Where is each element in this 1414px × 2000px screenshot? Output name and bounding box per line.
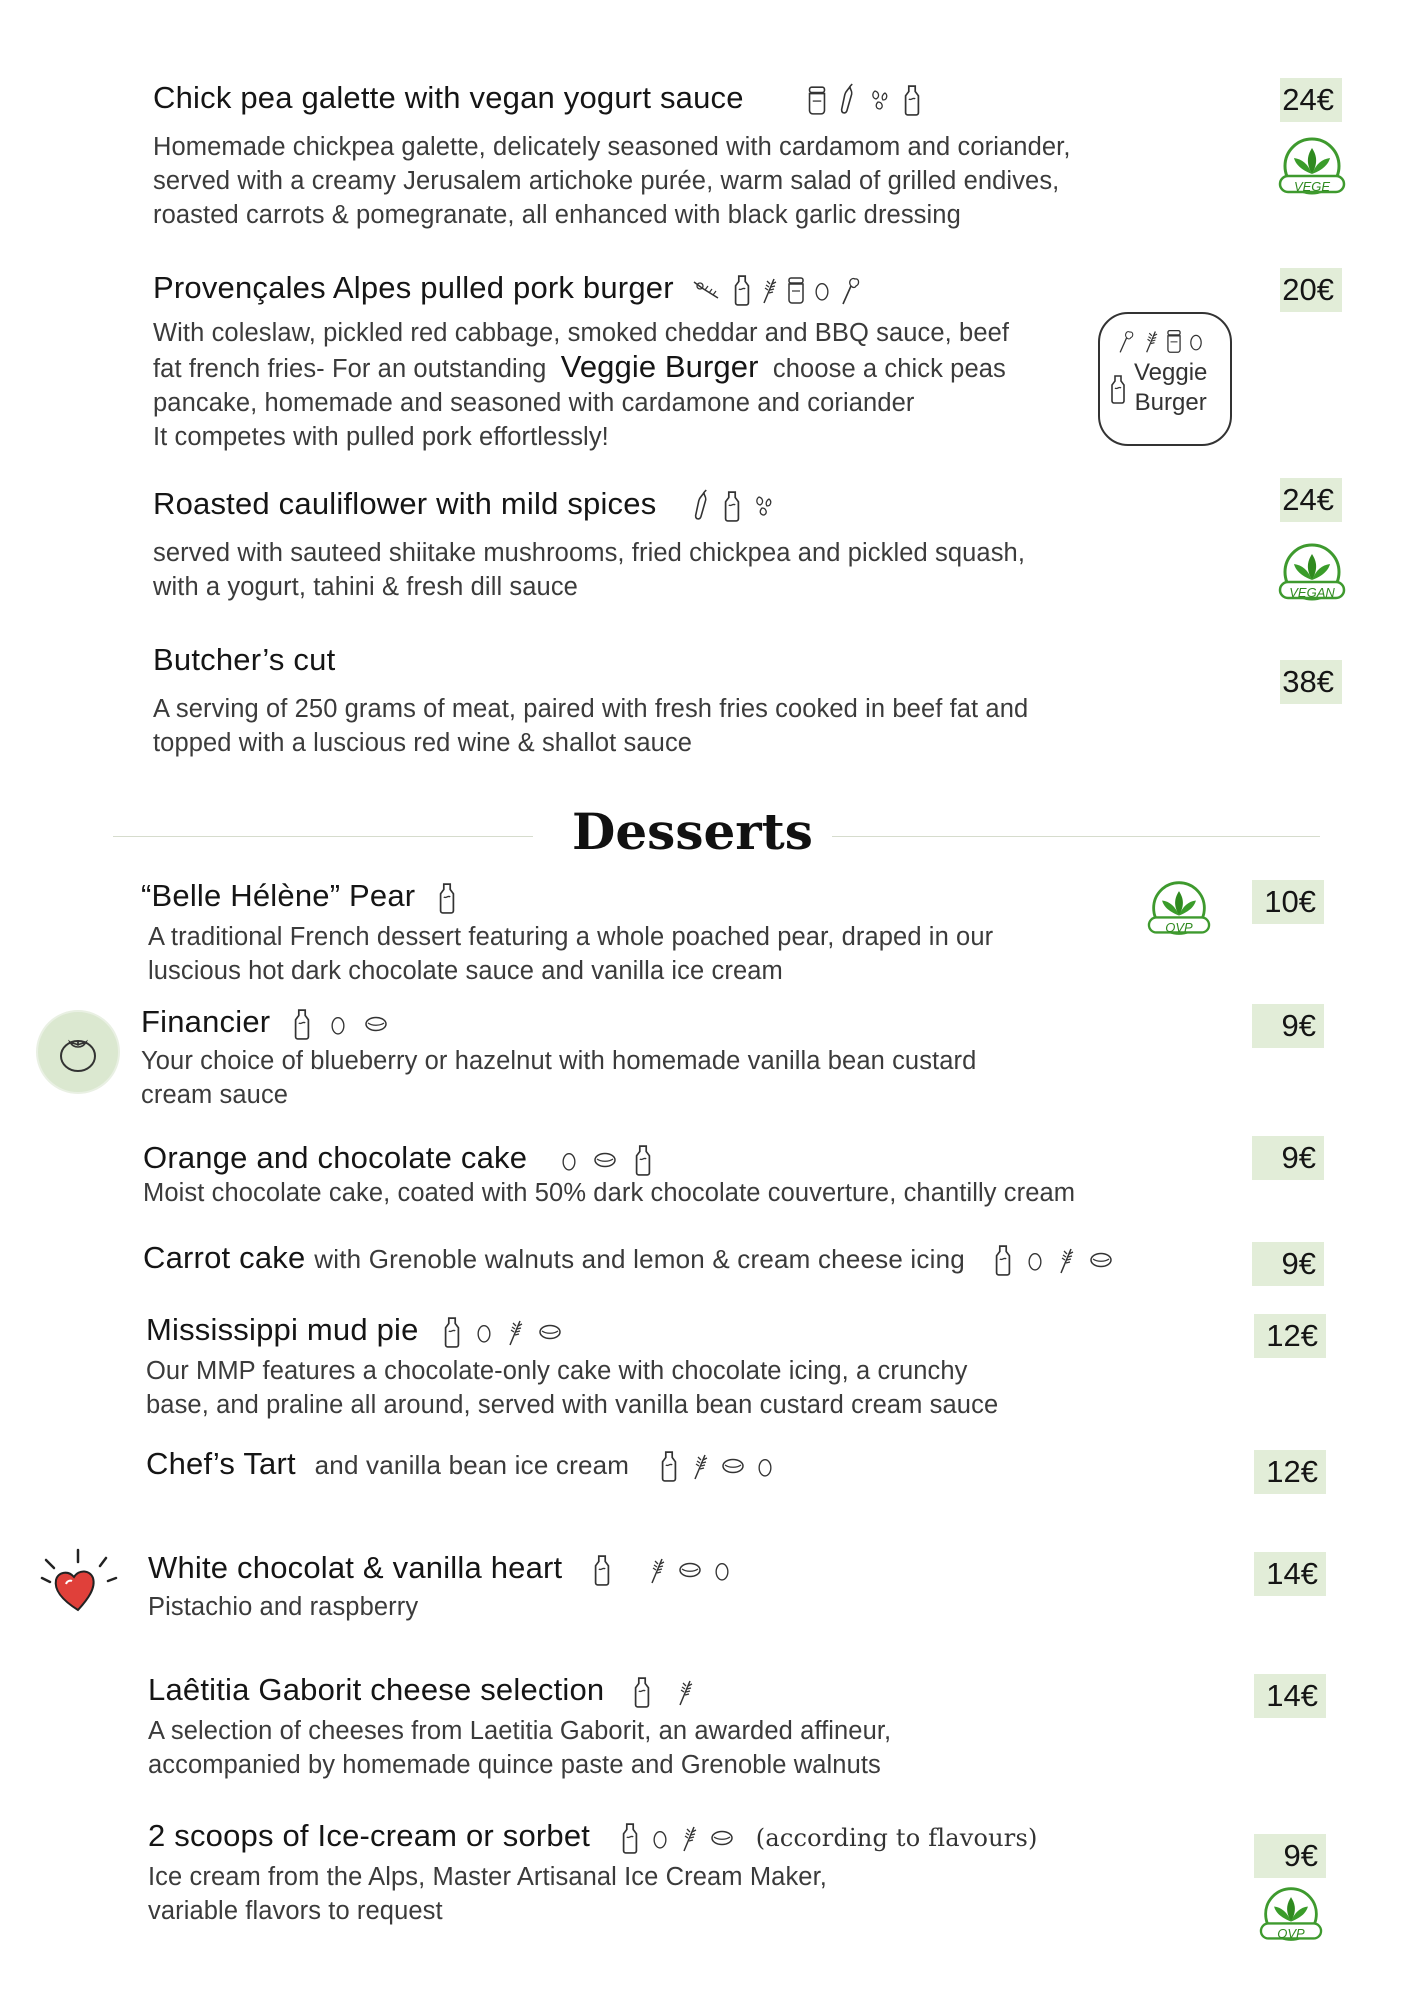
allergen-icons xyxy=(631,1676,695,1708)
wheat-icon xyxy=(679,1823,699,1853)
dessert-desc-pear: A traditional French dessert featuring a whole poached pear, draped in our luscious hot dark chocolate sauce and vanilla ice cream xyxy=(148,923,994,985)
allergen-icons xyxy=(805,83,923,117)
allergen-icons xyxy=(436,882,458,914)
allergen-icons xyxy=(441,1316,563,1348)
ovp-badge: OVP xyxy=(1142,878,1216,940)
dish-desc-chickpea: Homemade chickpea galette, delicately seasoned with cardamom and coriander, served with a creamy Jerusalem artichoke purée, warm salad of grilled endives, roasted carrots & pomegranate, all enhanced with black garlic dressing xyxy=(153,133,1071,229)
dish-title-butcher: Butcher’s cut xyxy=(153,642,336,677)
dessert-desc-cheese: A selection of cheeses from Laetitia Gaborit, an awarded affineur, accompanied by homemade quince paste and Grenoble walnuts xyxy=(148,1717,892,1779)
pepper-icon xyxy=(691,489,713,523)
milk-bottle-icon xyxy=(731,274,753,306)
nut-icon xyxy=(537,1322,563,1342)
seeds-icon xyxy=(751,493,777,519)
vege-badge: VEGE xyxy=(1272,134,1352,200)
wheat-icon xyxy=(505,1317,525,1347)
veggie-box-line2: Burger xyxy=(1134,389,1207,416)
dessert-inline-carrot-cake: with Grenoble walnuts and lemon & cream cheese icing xyxy=(314,1244,965,1274)
nut-icon xyxy=(363,1014,389,1034)
egg-icon xyxy=(651,1824,669,1852)
price-orange-cake: 9€ xyxy=(1252,1136,1324,1180)
ovp-badge: OVP xyxy=(1254,1884,1328,1946)
celery-icon xyxy=(837,274,861,306)
allergen-icons xyxy=(560,1144,654,1176)
nut-icon xyxy=(709,1828,735,1848)
price-chickpea: 24€ xyxy=(1280,78,1342,122)
egg-icon xyxy=(813,276,831,304)
dessert-title-carrot-cake: Carrot cake with Grenoble walnuts and lemon & cream cheese icing xyxy=(143,1240,1114,1276)
dish-title-chickpea: Chick pea galette with vegan yogurt sauce xyxy=(153,80,923,117)
egg-icon xyxy=(329,1010,347,1038)
dessert-inline-chefs-tart: and vanilla bean ice cream xyxy=(314,1450,630,1480)
price-mud-pie: 12€ xyxy=(1254,1314,1326,1358)
allergen-icons xyxy=(658,1450,774,1482)
nut-icon xyxy=(677,1560,703,1580)
egg-icon xyxy=(713,1556,731,1584)
price-cauliflower: 24€ xyxy=(1280,478,1342,522)
egg-icon xyxy=(560,1146,578,1174)
dessert-title-orange-cake: Orange and chocolate cake xyxy=(143,1140,654,1176)
dish-desc-cauliflower: served with sauteed shiitake mushrooms, fried chickpea and pickled squash, with a yogurt, tahini & fresh dill sauce xyxy=(153,539,1026,601)
dish-desc-butcher: A serving of 250 grams of meat, paired with fresh fries cooked in beef fat and topped with a luscious red wine & shallot sauce xyxy=(153,695,1029,757)
vegan-badge: VEGAN xyxy=(1272,540,1352,606)
milk-bottle-icon xyxy=(631,1676,653,1708)
pepper-icon xyxy=(837,83,859,117)
veggie-icons xyxy=(1112,328,1204,354)
jar-icon xyxy=(785,275,807,305)
milk-bottle-icon xyxy=(441,1316,463,1348)
egg-icon xyxy=(756,1452,774,1480)
dessert-title-cheese: Laêtitia Gaborit cheese selection xyxy=(148,1672,695,1708)
egg-icon xyxy=(1188,328,1204,354)
heart-icon xyxy=(38,1548,120,1620)
milk-bottle-icon xyxy=(632,1144,654,1176)
dessert-title-financier: Financier xyxy=(141,1004,389,1040)
dessert-desc-orange-cake: Moist chocolate cake, coated with 50% dark chocolate couverture, chantilly cream xyxy=(143,1179,1076,1207)
milk-bottle-icon xyxy=(1108,374,1128,404)
seeds-icon xyxy=(867,87,893,113)
price-butcher: 38€ xyxy=(1280,660,1342,704)
milk-bottle-icon xyxy=(992,1244,1014,1276)
allergen-icons xyxy=(691,274,861,306)
milk-bottle-icon xyxy=(619,1822,641,1854)
mustard-icon xyxy=(691,277,725,303)
dessert-title-white-heart: White chocolat & vanilla heart xyxy=(148,1550,731,1586)
allergen-icons xyxy=(691,489,777,523)
wheat-icon xyxy=(1056,1245,1076,1275)
milk-bottle-icon xyxy=(591,1554,613,1586)
dessert-desc-white-heart: Pistachio and raspberry xyxy=(148,1593,419,1621)
milk-bottle-icon xyxy=(658,1450,680,1482)
veggie-box-line1: Veggie xyxy=(1134,359,1208,386)
egg-icon xyxy=(475,1318,493,1346)
wheat-icon xyxy=(759,275,779,305)
heading-rule-left xyxy=(113,836,533,837)
milk-bottle-icon xyxy=(721,490,743,522)
price-burger: 20€ xyxy=(1280,268,1342,312)
milk-bottle-icon xyxy=(901,84,923,116)
allergen-icons xyxy=(291,1008,389,1040)
dessert-desc-ice-cream: Ice cream from the Alps, Master Artisanal Ice Cream Maker, variable flavors to request xyxy=(148,1863,827,1925)
nut-icon xyxy=(592,1150,618,1170)
dessert-title-chefs-tart: Chef’s Tart and vanilla bean ice cream xyxy=(146,1446,774,1482)
price-chefs-tart: 12€ xyxy=(1254,1450,1326,1494)
allergen-icons xyxy=(619,1822,735,1854)
dessert-desc-mud-pie: Our MMP features a chocolate-only cake with chocolate icing, a crunchy base, and praline all around, served with vanilla bean custard cream sauce xyxy=(146,1357,999,1419)
price-white-heart: 14€ xyxy=(1254,1552,1326,1596)
veggie-burger-box xyxy=(1098,312,1232,446)
wheat-icon xyxy=(690,1451,710,1481)
desserts-heading: Desserts xyxy=(572,802,813,861)
dessert-note-ice-cream: (according to flavours) xyxy=(755,1823,1038,1852)
dessert-title-mud-pie: Mississippi mud pie xyxy=(146,1312,563,1348)
jar-icon xyxy=(1164,328,1184,354)
milk-bottle-icon xyxy=(291,1008,313,1040)
price-pear: 10€ xyxy=(1252,880,1324,924)
dessert-title-ice-cream: 2 scoops of Ice-cream or sorbet (according to flavours) xyxy=(148,1818,1038,1853)
allergen-icons xyxy=(992,1244,1114,1276)
heading-rule-right xyxy=(832,836,1320,837)
nut-icon xyxy=(720,1456,746,1476)
dessert-title-pear: “Belle Hélène” Pear xyxy=(141,878,458,914)
wheat-icon xyxy=(675,1677,695,1707)
wheat-icon xyxy=(647,1555,667,1585)
celery-icon xyxy=(1112,328,1138,354)
price-ice-cream: 9€ xyxy=(1254,1834,1326,1878)
dish-title-burger: Provençales Alpes pulled pork burger xyxy=(153,270,861,306)
tomato-icon xyxy=(36,1010,120,1094)
price-cheese: 14€ xyxy=(1254,1674,1326,1718)
dish-title-cauliflower: Roasted cauliflower with mild spices xyxy=(153,486,777,523)
egg-icon xyxy=(1026,1246,1044,1274)
allergen-icons xyxy=(591,1554,731,1586)
jar-icon xyxy=(805,84,829,116)
price-carrot-cake: 9€ xyxy=(1252,1242,1324,1286)
nut-icon xyxy=(1088,1250,1114,1270)
price-financier: 9€ xyxy=(1252,1004,1324,1048)
milk-bottle-icon xyxy=(436,882,458,914)
wheat-icon xyxy=(1142,328,1160,354)
dish-desc-burger: With coleslaw, pickled red cabbage, smoked cheddar and BBQ sauce, beef fat french fries- For an outstanding Veggie Burger choose a chick peas pancake, homemade and seasoned with cardamone and coriander It competes with pulled pork effortlessly! xyxy=(153,319,1010,451)
dessert-desc-financier: Your choice of blueberry or hazelnut with homemade vanilla bean custard cream sauce xyxy=(141,1047,977,1109)
